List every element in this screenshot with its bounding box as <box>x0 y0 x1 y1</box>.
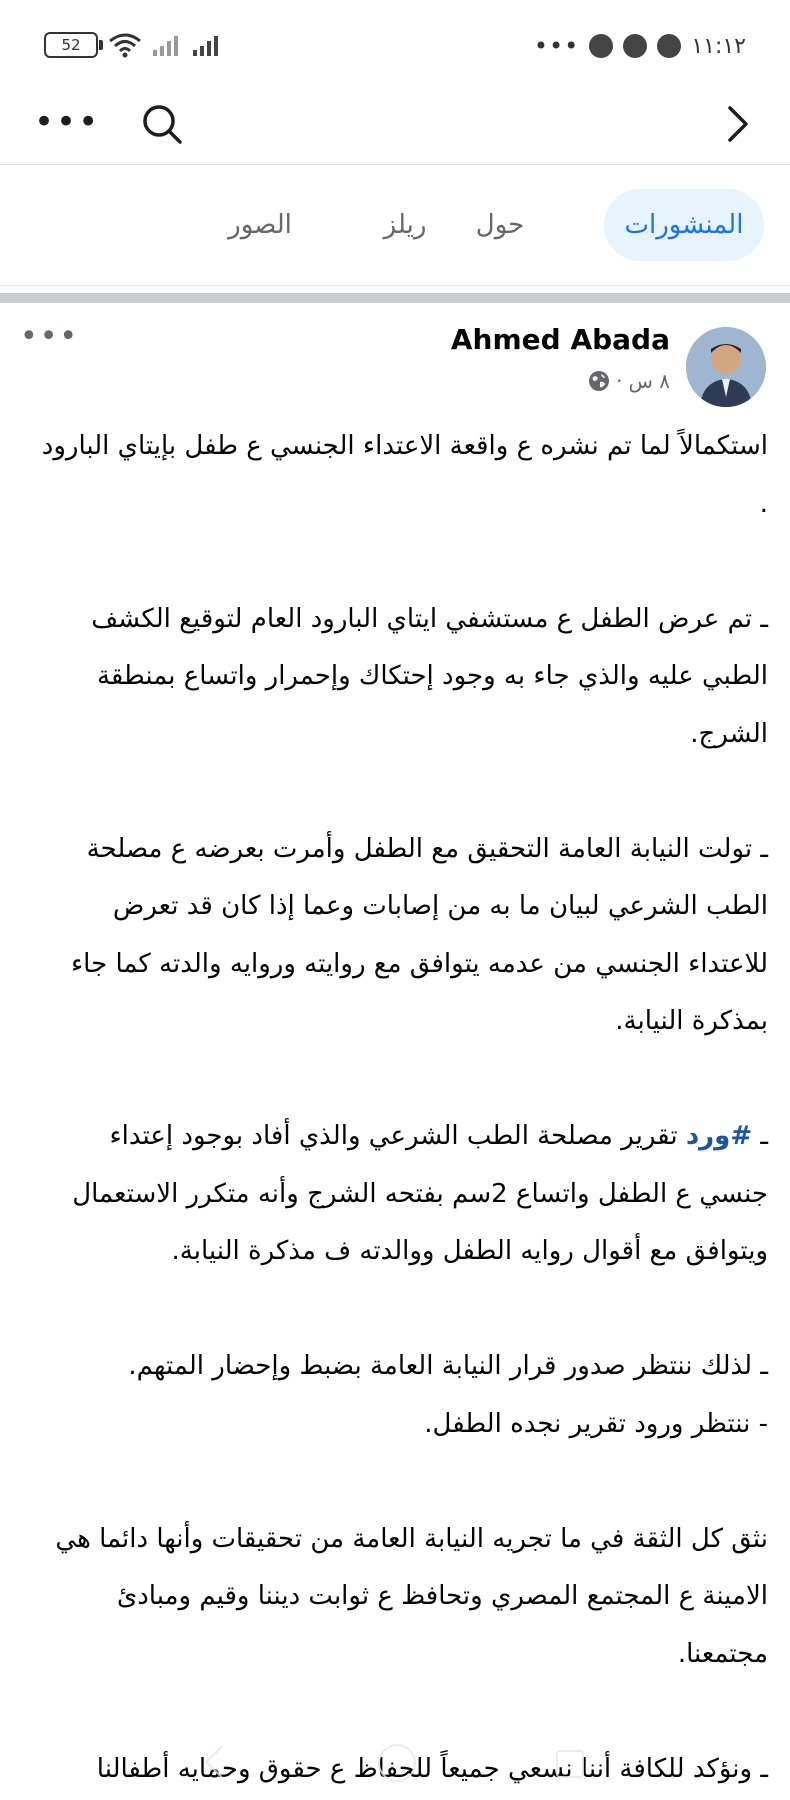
post-meta <box>588 369 670 393</box>
signal-icon-2 <box>192 34 222 56</box>
status-bar <box>0 0 790 90</box>
post-more-button[interactable]: ••• <box>20 319 80 354</box>
tab-about[interactable]: حول <box>475 210 525 240</box>
home-nav-icon[interactable] <box>378 1744 416 1782</box>
paragraph-spacer <box>40 1051 768 1109</box>
profile-tabs <box>0 165 790 286</box>
post-header <box>0 305 790 425</box>
battery-level: 52 <box>61 36 81 54</box>
back-nav-icon[interactable] <box>205 1745 239 1779</box>
more-options-button[interactable]: ••• <box>34 102 101 142</box>
paragraph-spacer <box>40 763 768 821</box>
tab-reels[interactable]: ريلز <box>383 210 427 240</box>
messenger-icon <box>657 34 681 58</box>
search-icon[interactable] <box>140 102 184 146</box>
paragraph-spacer <box>40 1683 768 1741</box>
post-paragraph <box>40 1108 768 1281</box>
post-paragraph: ـ ونؤكد للكافة أننا نسعي جميعاً للحفاظ ع حقوق وحمايه أطفالنا <box>96 1753 768 1784</box>
status-right <box>534 32 746 60</box>
globe-icon <box>588 370 610 392</box>
system-navigation <box>0 1740 790 1800</box>
paragraph-spacer <box>40 1453 768 1511</box>
recents-nav-icon[interactable] <box>556 1750 584 1778</box>
battery-icon <box>44 32 98 58</box>
notification-overflow: ••• <box>533 32 580 60</box>
top-navigation <box>0 90 790 165</box>
app-notification-icon <box>589 34 613 58</box>
hashtag-link[interactable]: #ورد <box>685 1121 753 1151</box>
hashtag-prefix: ـ <box>752 1121 768 1151</box>
chevron-right-icon[interactable] <box>722 102 752 146</box>
paragraph-spacer <box>40 1281 768 1339</box>
wifi-icon <box>108 32 142 58</box>
post-paragraph: استكمالاً لما تم نشره ع واقعة الاعتداء الجنسي ع طفل بإيتاي البارود . <box>41 431 768 519</box>
post-paragraph: ـ لذلك ننتظر صدور قرار النيابة العامة بضبط وإحضار المتهم. <box>128 1351 768 1381</box>
clock: ١١:١٢ <box>691 33 746 59</box>
post-time[interactable]: ٨ س <box>628 369 670 393</box>
signal-icon-1 <box>152 34 182 56</box>
avatar[interactable] <box>686 327 766 407</box>
section-divider <box>0 293 790 303</box>
tab-photos[interactable]: الصور <box>228 210 292 240</box>
meta-separator: · <box>616 369 623 393</box>
post-paragraph: ـ تم عرض الطفل ع مستشفي ايتاي البارود العام لتوقيع الكشف الطبي عليه والذي جاء به وجود إحتكاك وإحمرار واتساع بمنطقة الشرج. <box>91 603 768 749</box>
post-text <box>40 418 768 1798</box>
hashtag-paragraph-text: تقرير مصلحة الطب الشرعي والذي أفاد بوجود إعتداء جنسي ع الطفل واتساع 2سم بفتحه الشرج وأنه متكرر الاستعمال ويتوافق مع أقوال روايه الطفل ووالدته ف مذكرة النيابة. <box>72 1121 768 1266</box>
post-paragraph: نثق كل الثقة في ما تجريه النيابة العامة من تحقيقات وأنها دائما هي الامينة ع المجتمع المصري وتحافظ ع ثوابت ديننا وقيم ومبادئ مجتمعنا. <box>55 1523 768 1669</box>
post-paragraph: ـ تولت النيابة العامة التحقيق مع الطفل وأمرت بعرضه ع مصلحة الطب الشرعي لبيان ما به من إصابات وعما إذا كان قد تعرض للاعتداء الجنسي من عدمه يتوافق مع روايته وروايه والدته كما جاء بمذكرة النيابة. <box>70 833 768 1036</box>
avatar-image <box>686 327 766 407</box>
post-paragraph: - ننتظر ورود تقرير نجده الطفل. <box>424 1408 768 1439</box>
status-left <box>44 32 222 58</box>
author-name[interactable]: Ahmed Abada <box>450 323 670 356</box>
tab-posts[interactable]: المنشورات <box>604 189 764 261</box>
snapchat-icon <box>623 34 647 58</box>
paragraph-spacer <box>40 533 768 591</box>
